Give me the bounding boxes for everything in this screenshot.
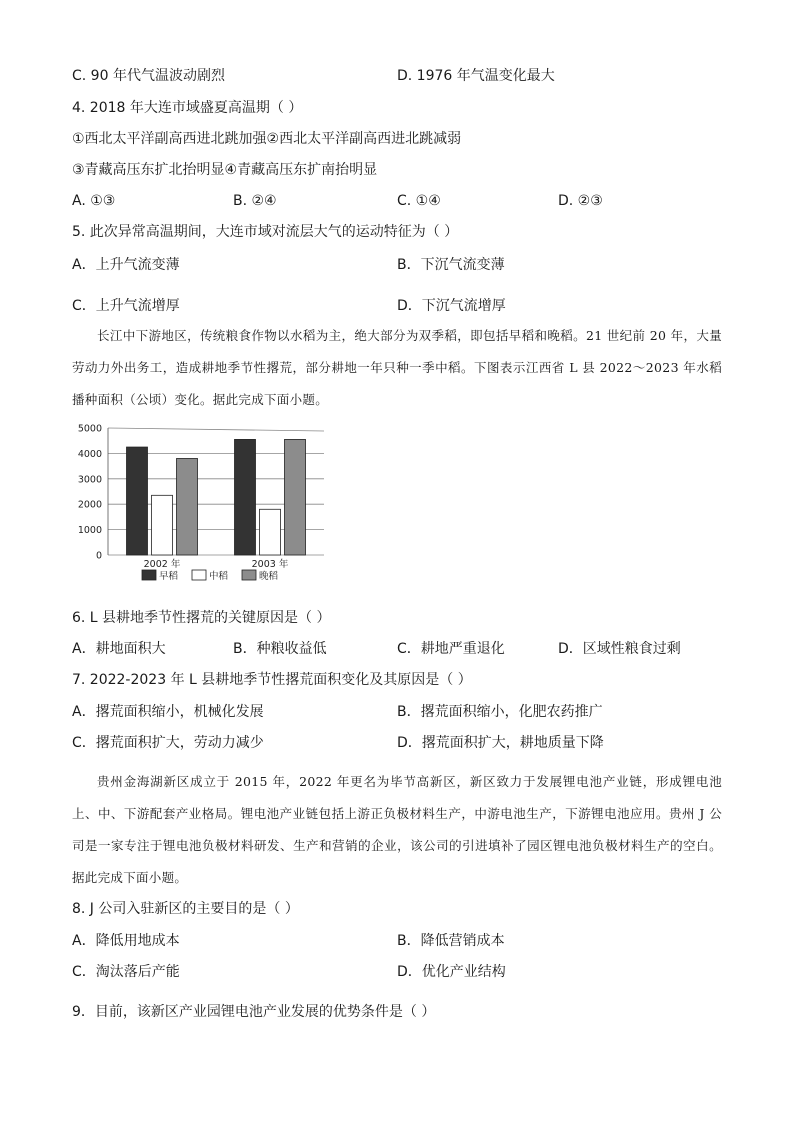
q6-option-d: D．区域性粮食过剩 bbox=[558, 641, 681, 657]
y-tick-label: 3000 bbox=[77, 474, 102, 486]
legend-label: 早稻 bbox=[159, 571, 179, 582]
grid-line bbox=[108, 428, 324, 431]
legend-swatch bbox=[192, 570, 206, 580]
rice-area-chart bbox=[72, 420, 332, 595]
bar-0-2 bbox=[177, 458, 198, 555]
y-tick-label: 1000 bbox=[77, 525, 102, 537]
x-tick-label: 2002 年 bbox=[143, 559, 181, 570]
passage-battery bbox=[72, 766, 722, 894]
q5-option-b: B．下沉气流变薄 bbox=[397, 257, 505, 273]
q9-stem: 9．目前，该新区产业园锂电池产业发展的优势条件是（ ） bbox=[72, 1004, 436, 1020]
q8-option-d: D．优化产业结构 bbox=[397, 964, 506, 980]
bar-1-2 bbox=[285, 439, 306, 555]
q5-option-d: D．下沉气流增厚 bbox=[397, 298, 506, 314]
bar-0-0 bbox=[127, 447, 148, 555]
q8-stem: 8. J 公司入驻新区的主要目的是（ ） bbox=[72, 901, 299, 917]
bar-0-1 bbox=[152, 495, 173, 555]
q8-option-c: C．淘汰落后产能 bbox=[72, 964, 180, 980]
q4-stem: 4. 2018 年大连市域盛夏高温期（ ） bbox=[72, 100, 303, 116]
passage-rice-text: 长江中下游地区，传统粮食作物以水稻为主，绝大部分为双季稻，即包括早稻和晚稻。21 世纪前 20 年，大量劳动力外出务工，造成耕地季节性撂荒，部分耕地一年只种一季中稻。下图表示江西省 L 县 2022～2023 年水稻播种面积（公顷）变化。据此完成下面小题。 bbox=[72, 328, 722, 407]
q7-option-a: A．撂荒面积缩小，机械化发展 bbox=[72, 704, 264, 720]
q4-option-a: A. ①③ bbox=[72, 193, 116, 209]
legend-label: 中稻 bbox=[209, 571, 229, 582]
q7-option-d: D．撂荒面积扩大，耕地质量下降 bbox=[397, 735, 604, 751]
q4-option-d: D. ②③ bbox=[558, 193, 603, 209]
q3-option-c: C. 90 年代气温波动剧烈 bbox=[72, 68, 225, 84]
q8-option-b: B．降低营销成本 bbox=[397, 933, 505, 949]
q7-option-c: C．撂荒面积扩大，劳动力减少 bbox=[72, 735, 264, 751]
q3-option-d: D. 1976 年气温变化最大 bbox=[397, 68, 555, 84]
bar-1-1 bbox=[260, 509, 281, 555]
q5-option-c: C．上升气流增厚 bbox=[72, 298, 180, 314]
q6-stem: 6. L 县耕地季节性撂荒的关键原因是（ ） bbox=[72, 610, 331, 626]
passage-battery-text: 贵州金海湖新区成立于 2015 年，2022 年更名为毕节高新区，新区致力于发展锂电池产业链，形成锂电池上、中、下游配套产业格局。锂电池产业链包括上游正负极材料生产，中游电池生产，下游锂电池应用。贵州 J 公司是一家专注于锂电池负极材料研发、生产和营销的企业，该公司的引进填补了园区锂电池负极材料生产的空白。据此完成下面小题。 bbox=[72, 774, 722, 885]
q5-stem: 5. 此次异常高温期间，大连市域对流层大气的运动特征为（ ） bbox=[72, 224, 459, 240]
x-tick-label: 2003 年 bbox=[251, 559, 289, 570]
q8-option-a: A．降低用地成本 bbox=[72, 933, 180, 949]
legend-label: 晚稻 bbox=[259, 571, 279, 582]
passage-rice bbox=[72, 320, 722, 416]
q6-option-a: A．耕地面积大 bbox=[72, 641, 166, 657]
y-tick-label: 0 bbox=[95, 550, 102, 562]
bar-1-0 bbox=[235, 439, 256, 555]
q4-statement-line-1: ①西北太平洋副高西进北跳加强②西北太平洋副高西进北跳减弱 bbox=[72, 131, 462, 147]
y-tick-label: 4000 bbox=[77, 448, 102, 460]
rice-area-chart-svg bbox=[72, 420, 332, 595]
q5-option-a: A．上升气流变薄 bbox=[72, 257, 180, 273]
q6-option-c: C．耕地严重退化 bbox=[397, 641, 505, 657]
q4-option-b: B. ②④ bbox=[233, 193, 277, 209]
q7-option-b: B．撂荒面积缩小，化肥农药推广 bbox=[397, 704, 603, 720]
q4-statement-line-2: ③青藏高压东扩北抬明显④青藏高压东扩南抬明显 bbox=[72, 162, 378, 178]
legend-swatch bbox=[242, 570, 256, 580]
q6-option-b: B．种粮收益低 bbox=[233, 641, 327, 657]
legend-swatch bbox=[142, 570, 156, 580]
q7-stem: 7. 2022-2023 年 L 县耕地季节性撂荒面积变化及其原因是（ ） bbox=[72, 672, 472, 688]
y-tick-label: 2000 bbox=[77, 499, 102, 511]
q4-option-c: C. ①④ bbox=[397, 193, 441, 209]
y-tick-label: 5000 bbox=[77, 423, 102, 435]
